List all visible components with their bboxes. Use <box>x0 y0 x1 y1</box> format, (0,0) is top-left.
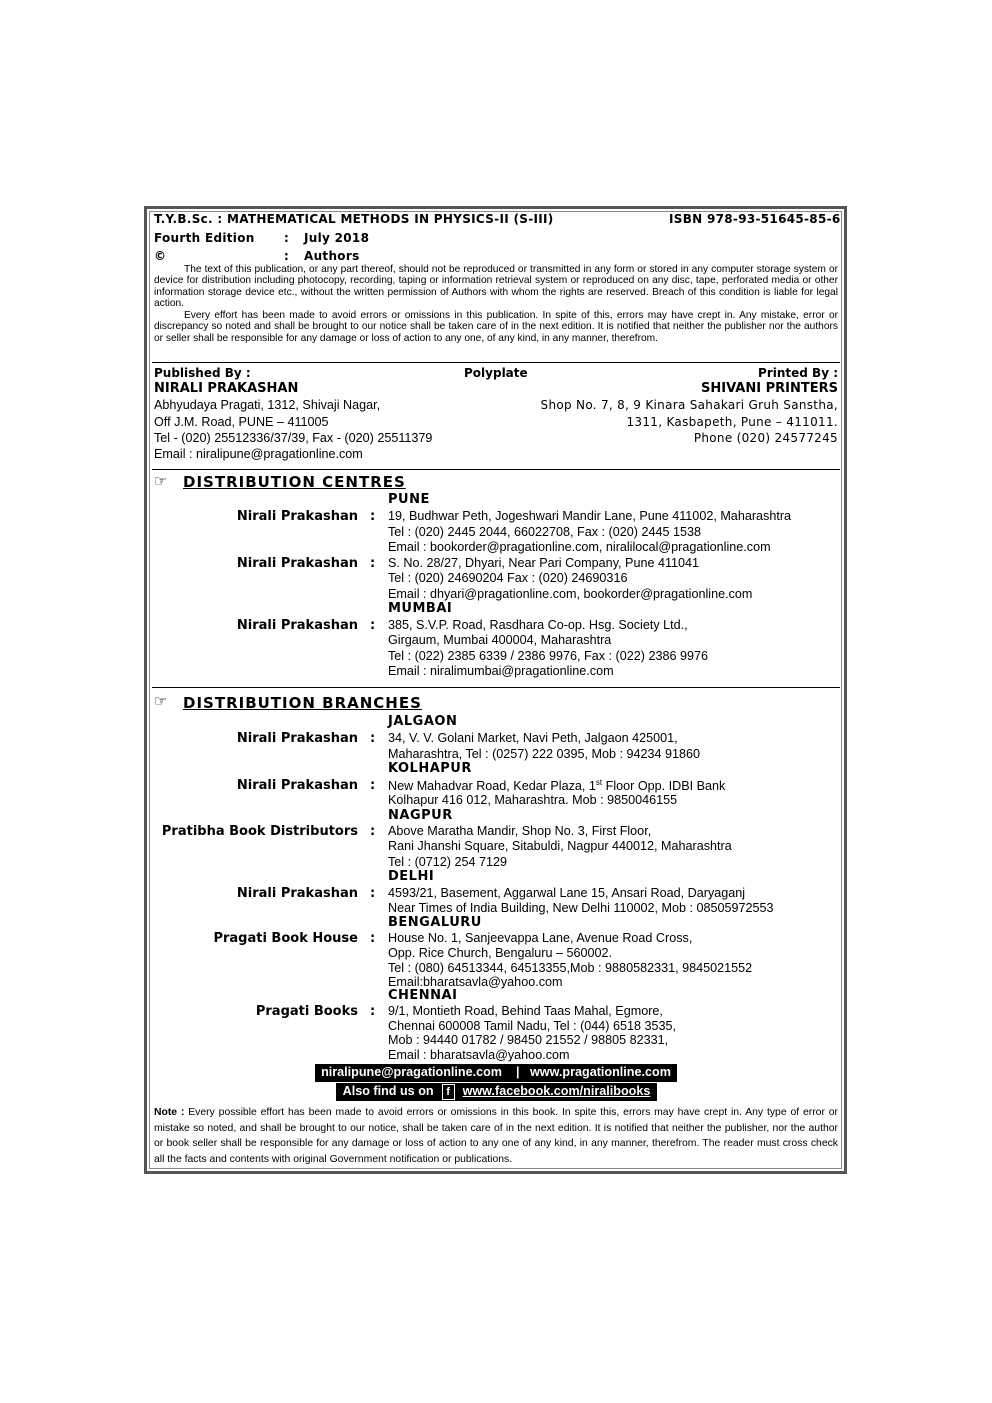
branch-phone: Tel : (0712) 254 7129 <box>388 855 508 869</box>
branch-address: Above Maratha Mandir, Shop No. 3, First Floor, <box>388 824 652 838</box>
colon: : <box>370 618 376 633</box>
contact-banner <box>315 1064 677 1082</box>
note-text: Every possible effort has been made to avoid errors or omissions in this book. In spite this, errors may have crept in. Any type of error or mistake so noted, and shall be brought to our notice, shall be taken care of in the next edition. It is notified that neither the publisher, nor the author or book seller shall be responsible for any damage or loss of action to any one of any kind, in any manner, therefrom. The reader must cross check all the facts and contents with original Government notification or publications. <box>154 1107 839 1165</box>
city-mumbai: MUMBAI <box>388 601 453 616</box>
branch-address-2: Maharashtra, Tel : (0257) 222 0395, Mob : 94234 91860 <box>388 747 701 761</box>
banner-contact-text: niralipune@pragationline.com | www.pragationline.com <box>321 1065 671 1079</box>
publisher-email: Email : niralipune@pragationline.com <box>154 447 363 461</box>
branch-address: 34, V. V. Golani Market, Navi Peth, Jalgaon 425001, <box>388 731 678 745</box>
centre-email: Email : niralimumbai@pragationline.com <box>388 664 614 678</box>
branch-phone: Tel : (080) 64513344, 64513355,Mob : 9880582331, 9845021552 <box>388 961 753 975</box>
printer-address-1: Shop No. 7, 8, 9 Kinara Sahakari Gruh Sanstha, <box>540 398 838 412</box>
copyright-paragraph: The text of this publication, or any part thereof, should not be reproduced or transmitted in any form or stored in any computer storage system or device for distribution including photocopy, recording, taping or information retrieval system or reproduced on any disc, tape, perforated media or other information storage device etc., without the written permission of Authors with whom the rights are reserved. Breach of this condition is liable for legal action. <box>154 264 838 310</box>
disclaimer-note <box>154 1105 838 1167</box>
polyplate-label: Polyplate <box>464 366 528 380</box>
city-bengaluru: BENGALURU <box>388 915 482 930</box>
centre-address: 19, Budhwar Peth, Jogeshwari Mandir Lane, Pune 411002, Maharashtra <box>388 509 792 523</box>
facebook-icon: f <box>442 1084 455 1100</box>
colon: : <box>370 778 376 793</box>
colon: : <box>370 824 376 839</box>
printer-address-2: 1311, Kasbapeth, Pune – 411011. <box>626 415 838 429</box>
printer-name: SHIVANI PRINTERS <box>701 381 838 396</box>
branch-name: Pragati Books <box>255 1004 358 1019</box>
branch-email: Email : bharatsavla@yahoo.com <box>388 1048 570 1062</box>
edition-value: July 2018 <box>304 231 370 245</box>
branch-name: Nirali Prakashan <box>236 778 358 793</box>
branch-address: New Mahadvar Road, Kedar Plaza, 1st Floor Opp. IDBI Bank <box>388 778 726 794</box>
branch-address-2: Opp. Rice Church, Bengaluru – 560002. <box>388 946 613 960</box>
city-nagpur: NAGPUR <box>388 808 453 823</box>
centre-phone: Tel : (020) 2445 2044, 66022708, Fax : (020) 2445 1538 <box>388 525 701 539</box>
publisher-phone: Tel - (020) 25512336/37/39, Fax - (020) 25511379 <box>154 431 433 445</box>
branch-name: Nirali Prakashan <box>236 886 358 901</box>
pointing-hand-icon: ☞ <box>154 692 168 710</box>
branch-address: House No. 1, Sanjeevappa Lane, Avenue Road Cross, <box>388 931 693 945</box>
branch-phone: Mob : 94440 01782 / 98450 21552 / 98805 82331, <box>388 1033 669 1047</box>
distribution-branches-heading: DISTRIBUTION BRANCHES <box>183 694 422 712</box>
colon: : <box>370 1004 376 1019</box>
branch-address-2: Rani Jhanshi Square, Sitabuldi, Nagpur 440012, Maharashtra <box>388 839 732 853</box>
branch-address-2: Near Times of India Building, New Delhi 110002, Mob : 08505972553 <box>388 901 774 915</box>
branch-address: 9/1, Montieth Road, Behind Taas Mahal, Egmore, <box>388 1004 663 1018</box>
branch-address-2: Kolhapur 416 012, Maharashtra. Mob : 9850046155 <box>388 793 678 807</box>
centre-email: Email : dhyari@pragationline.com, bookorder@pragationline.com <box>388 587 753 601</box>
facebook-link[interactable]: www.facebook.com/niralibooks <box>462 1084 651 1098</box>
centre-phone: Tel : (020) 24690204 Fax : (020) 24690316 <box>388 571 628 585</box>
printer-phone: Phone (020) 24577245 <box>693 431 838 445</box>
colon: : <box>370 509 376 524</box>
centre-name: Nirali Prakashan <box>236 618 358 633</box>
edition-colon: : <box>284 231 290 245</box>
book-title: T.Y.B.Sc. : MATHEMATICAL METHODS IN PHYSICS-II (S-III) <box>154 212 554 226</box>
colon: : <box>370 886 376 901</box>
centre-name: Nirali Prakashan <box>236 509 358 524</box>
colon: : <box>370 556 376 571</box>
centre-email: Email : bookorder@pragationline.com, niralilocal@pragationline.com <box>388 540 771 554</box>
banner-social-text: Also find us on <box>342 1084 434 1098</box>
edition-label: Fourth Edition <box>154 231 255 245</box>
centre-name: Nirali Prakashan <box>236 556 358 571</box>
branch-address-2: Chennai 600008 Tamil Nadu, Tel : (044) 6518 3535, <box>388 1019 676 1033</box>
divider <box>152 687 840 688</box>
copyright-colon: : <box>284 249 290 263</box>
centre-phone: Tel : (022) 2385 6339 / 2386 9976, Fax : (022) 2386 9976 <box>388 649 708 663</box>
pointing-hand-icon: ☞ <box>154 472 168 490</box>
colon: : <box>370 931 376 946</box>
city-pune: PUNE <box>388 492 430 507</box>
centre-address-2: Girgaum, Mumbai 400004, Maharashtra <box>388 633 612 647</box>
publisher-name: NIRALI PRAKASHAN <box>154 381 299 396</box>
published-by-label: Published By : <box>154 366 251 380</box>
city-kolhapur: KOLHAPUR <box>388 761 472 776</box>
copyright-value: Authors <box>304 249 360 263</box>
divider <box>152 362 840 363</box>
publisher-address-2: Off J.M. Road, PUNE – 411005 <box>154 415 329 429</box>
copyright-symbol: © <box>154 249 167 263</box>
city-chennai: CHENNAI <box>388 988 458 1003</box>
note-label: Note : <box>154 1107 185 1118</box>
publisher-address-1: Abhyudaya Pragati, 1312, Shivaji Nagar, <box>154 398 381 412</box>
branch-name: Pratibha Book Distributors <box>161 824 358 839</box>
errata-paragraph: Every effort has been made to avoid errors or omissions in this publication. In spite of this, errors may have crept in. Any mistake, error or discrepancy so noted and shall be brought to our notice shall be taken care of in the next edition. It is notified that neither the publisher nor the authors or seller shall be responsible for any damage or loss of action to any one, of any kind, in any manner, therefrom. <box>154 310 838 344</box>
branch-name: Pragati Book House <box>213 931 358 946</box>
distribution-centres-heading: DISTRIBUTION CENTRES <box>183 473 406 491</box>
isbn: ISBN 978-93-51645-85-6 <box>669 212 841 226</box>
divider <box>152 469 840 470</box>
centre-address: 385, S.V.P. Road, Rasdhara Co-op. Hsg. Society Ltd., <box>388 618 688 632</box>
colon: : <box>370 731 376 746</box>
social-banner <box>336 1083 657 1101</box>
branch-email: Email:bharatsavla@yahoo.com <box>388 975 563 989</box>
city-delhi: DELHI <box>388 869 435 884</box>
branch-address: 4593/21, Basement, Aggarwal Lane 15, Ansari Road, Daryaganj <box>388 886 746 900</box>
printed-by-label: Printed By : <box>758 366 838 380</box>
branch-name: Nirali Prakashan <box>236 731 358 746</box>
city-jalgaon: JALGAON <box>388 714 458 729</box>
centre-address: S. No. 28/27, Dhyari, Near Pari Company, Pune 411041 <box>388 556 700 570</box>
